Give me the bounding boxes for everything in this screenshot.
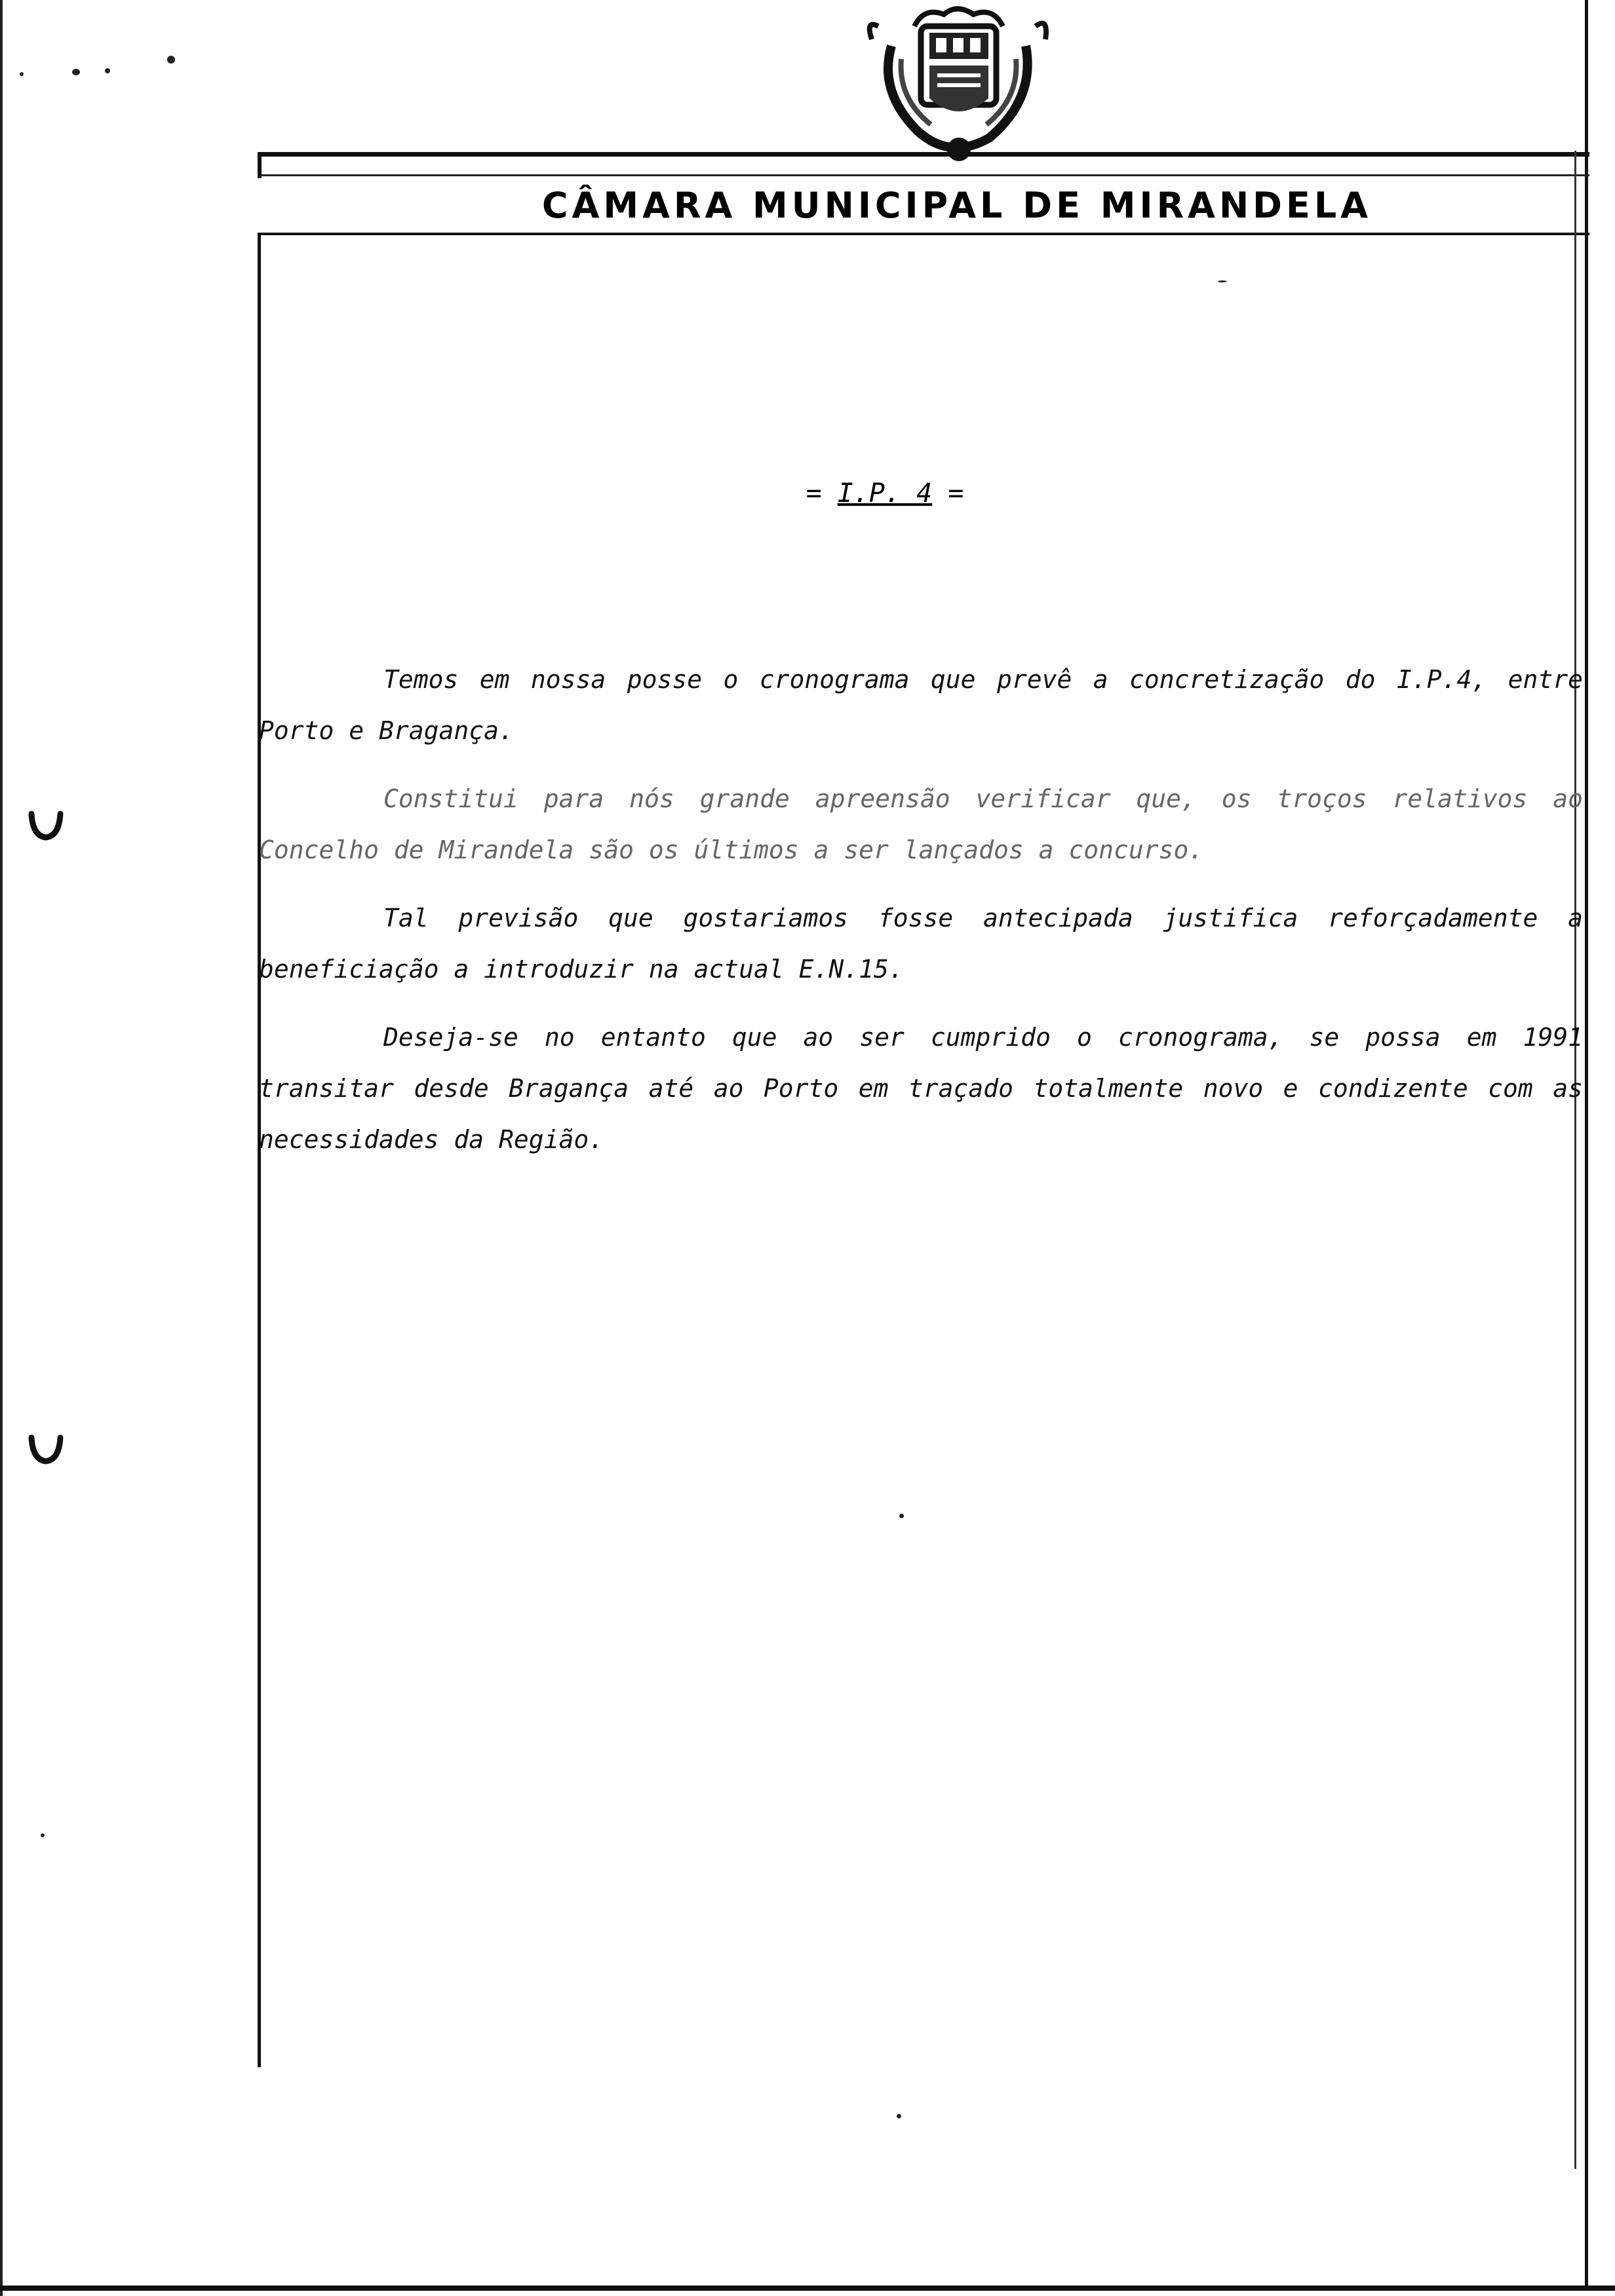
title-marker-left: = [806,478,822,508]
paragraph-4: Deseja-se no entanto que ao ser cumprido o cronograma, se possa em 1991 transitar desde Bragança até ao Porto em traçado totalmente novo e condizente com as necessidades da Região. [259,1023,1583,1154]
scan-speck [897,2114,901,2118]
letterhead-rule-top [259,152,1589,157]
paragraph-1: Temos em nossa posse o cronograma que prevê a concretização do I.P.4, entre Porto e Bragança. [259,665,1583,745]
title-marker-right: = [948,478,964,508]
paragraph-3: Tal previsão que gostariamos fosse antecipada justifica reforçadamente a beneficiação a introduzir na actual E.N.15. [259,904,1583,984]
coat-of-arms-icon [852,0,1062,172]
scan-speck [20,72,24,76]
scan-speck [105,68,110,73]
paragraph-2: Constitui para nós grande apreensão verificar que, os troços relativos ao Concelho de Mirandela são os últimos a ser lançados a concurso. [259,784,1583,864]
letterhead-rule-stub [258,152,262,178]
scan-speck [167,56,175,64]
scan-speck [1218,280,1227,282]
scan-speck [899,1514,904,1518]
letterhead-rule-inner [259,174,1589,176]
page-right-edge [1585,0,1588,2287]
scan-speck [41,1833,45,1837]
page-bottom-edge [0,2286,1615,2291]
document-title [773,478,996,518]
organization-name: CÂMARA MUNICIPAL DE MIRANDELA [541,185,1372,226]
scan-speck [72,69,80,75]
title-text: I.P. 4 [837,478,933,508]
binder-hole-icon [26,1428,66,1468]
page-left-edge [0,0,3,2296]
binder-hole-icon [26,805,66,844]
letterhead-rule-bottom [258,233,1589,235]
